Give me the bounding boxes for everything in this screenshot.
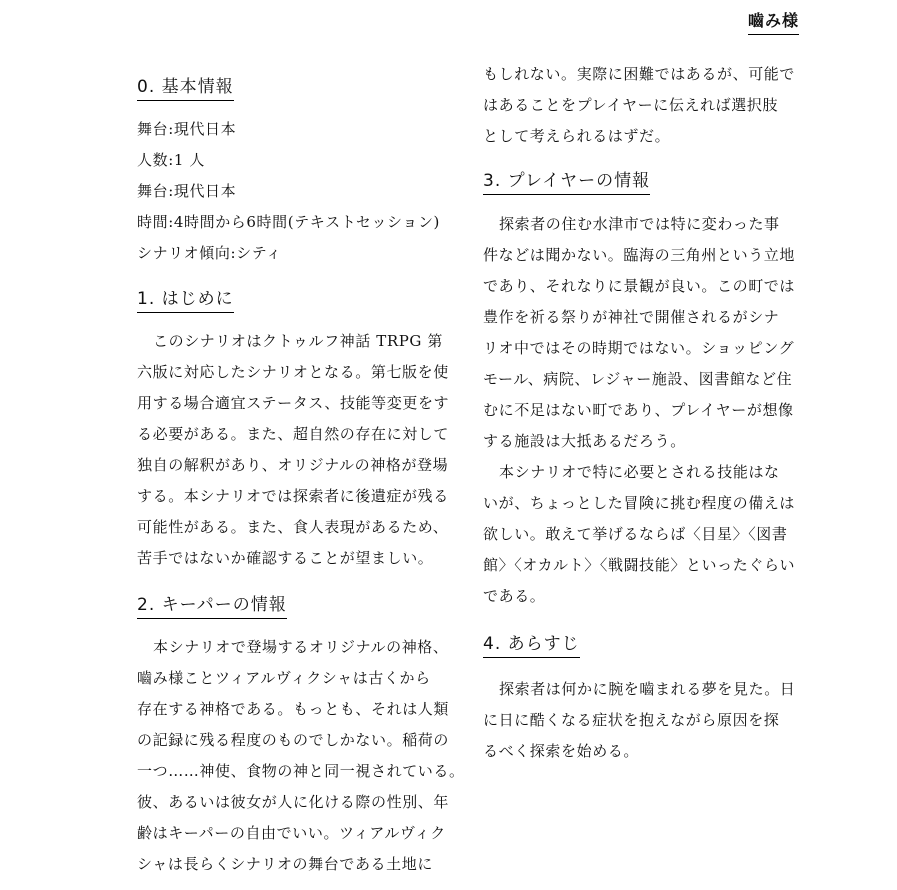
text-line: 館〉〈オカルト〉〈戦闘技能〉といったぐらい [483, 556, 796, 574]
section-heading: 2. キーパーの情報 [137, 594, 287, 619]
text-line: 舞台:現代日本 [137, 182, 237, 200]
text-line: 彼、あるいは彼女が人に化ける際の性別、年 [137, 793, 450, 811]
paragraph [483, 674, 813, 767]
text-line: 本シナリオで特に必要とされる技能はな [499, 463, 780, 481]
text-line: 一つ……神使、食物の神と同一視されている。 [137, 762, 465, 780]
text-line: 件などは聞かない。臨海の三角州という立地 [483, 246, 796, 264]
paragraph [137, 632, 467, 880]
paragraph [137, 326, 467, 574]
text-line: 欲しい。敢えて挙げるならば〈目星〉〈図書 [483, 525, 788, 543]
running-head-title: 嚙み様 [748, 8, 799, 35]
section-heading: 4. あらすじ [483, 633, 580, 658]
text-line: 豊作を祈る祭りが神社で開催されるがシナ [483, 308, 780, 326]
text-line: の記録に残る程度のものでしかない。稲荷の [137, 731, 450, 749]
text-line: 用する場合適宜ステータス、技能等変更をす [137, 394, 450, 412]
text-line: であり、それなりに景観が良い。この町では [483, 277, 796, 295]
paragraph [483, 209, 813, 612]
text-line: シナリオ傾向:シティ [137, 244, 282, 262]
text-line: る必要がある。また、超自然の存在に対して [137, 425, 450, 443]
text-line: はあることをプレイヤーに伝えれば選択肢 [483, 96, 779, 114]
paragraph [483, 59, 813, 152]
text-line: 時間:4時間から6時間(テキストセッション) [137, 213, 440, 231]
section-heading: 3. プレイヤーの情報 [483, 170, 650, 195]
text-line: 探索者は何かに腕を嚙まれる夢を見た。日 [499, 680, 796, 698]
text-line: このシナリオはクトゥルフ神話 TRPG 第 [153, 332, 443, 350]
text-line: 人数:1 人 [137, 151, 205, 169]
text-line: モール、病院、レジャー施設、図書館など住 [483, 370, 793, 388]
text-line: として考えられるはずだ。 [483, 127, 671, 145]
text-line: に日に酷くなる症状を抱えながら原因を探 [483, 711, 780, 729]
text-line: 探索者の住む水津市では特に変わった事 [499, 215, 780, 233]
text-line: する。本シナリオでは探索者に後遺症が残る [137, 487, 449, 505]
section-heading: 0. 基本情報 [137, 76, 234, 101]
section-heading-block [137, 288, 467, 313]
text-line: むに不足はない町であり、プレイヤーが想像 [483, 401, 794, 419]
text-line: 舞台:現代日本 [137, 120, 237, 138]
text-line: リオ中ではその時期ではない。ショッピング [483, 339, 795, 357]
section-heading: 1. はじめに [137, 288, 234, 313]
text-line: もしれない。実際に困難ではあるが、可能で [483, 65, 796, 83]
text-line: 嚙み様ことツィアルヴィクシャは古くから [137, 669, 431, 687]
text-line: シャは長らくシナリオの舞台である土地に [137, 855, 433, 873]
text-line: 独自の解釈があり、オリジナルの神格が登場 [137, 456, 449, 474]
text-line: 可能性がある。また、食人表現があるため、 [137, 518, 449, 536]
section-heading-block [137, 76, 467, 101]
section-heading-block [483, 633, 813, 658]
text-line: 苦手ではないか確認することが望ましい。 [137, 549, 434, 567]
text-line: である。 [483, 587, 546, 605]
text-line: 六版に対応したシナリオとなる。第七版を使 [137, 363, 449, 381]
text-line: 本シナリオで登場するオリジナルの神格、 [153, 638, 449, 656]
text-line: 存在する神格である。もっとも、それは人類 [137, 700, 450, 718]
paragraph [137, 114, 467, 269]
text-line: るべく探索を始める。 [483, 742, 640, 760]
text-line: する施設は大抵あるだろう。 [483, 432, 686, 450]
section-heading-block [483, 170, 813, 195]
text-line: 齢はキーパーの自由でいい。ツィアルヴィク [137, 824, 446, 842]
text-line: いが、ちょっとした冒険に挑む程度の備えは [483, 494, 796, 512]
section-heading-block [137, 594, 467, 619]
